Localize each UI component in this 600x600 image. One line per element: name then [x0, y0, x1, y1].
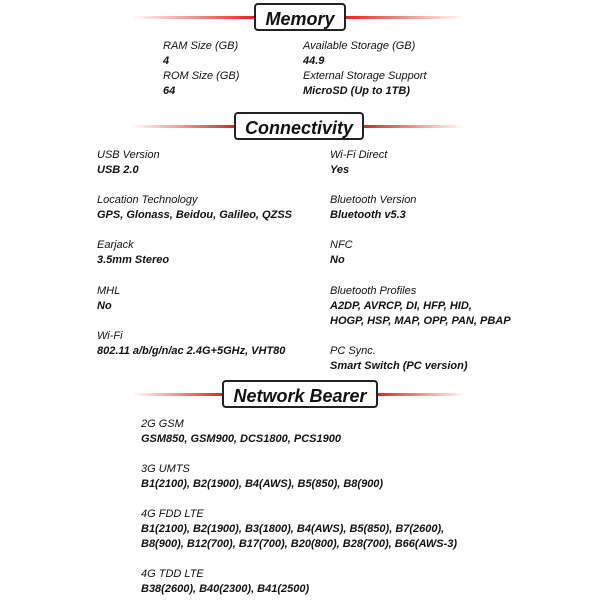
header-divider-left — [132, 125, 236, 128]
pc-sync-label: PC Sync. — [330, 345, 376, 357]
bluetooth-profiles-value-line1: A2DP, AVRCP, DI, HFP, HID, — [330, 300, 472, 312]
memory-heading: Memory — [254, 3, 346, 31]
tdd-lte-value: B38(2600), B40(2300), B41(2500) — [141, 583, 310, 595]
tdd-lte-label: 4G TDD LTE — [141, 568, 204, 580]
nfc-value: No — [330, 254, 345, 266]
ext-storage-label: External Storage Support — [303, 70, 427, 82]
header-divider-right — [362, 125, 464, 128]
earjack-label: Earjack — [97, 239, 134, 251]
network-heading: Network Bearer — [222, 380, 378, 408]
wifi-direct-label: Wi-Fi Direct — [330, 149, 388, 161]
wifi-label: Wi-Fi — [97, 330, 123, 342]
header-divider-left — [132, 393, 224, 396]
usb-version-value: USB 2.0 — [97, 164, 139, 176]
memory-section-header — [0, 3, 600, 33]
header-divider-left — [132, 16, 256, 19]
network-section-header — [0, 380, 600, 410]
wifi-direct-value: Yes — [330, 164, 350, 176]
usb-version-label: USB Version — [97, 149, 160, 161]
bluetooth-profiles-value-line2: HOGP, HSP, MAP, OPP, PAN, PBAP — [330, 315, 511, 327]
umts-value: B1(2100), B2(1900), B4(AWS), B5(850), B8(900) — [141, 478, 384, 490]
umts-label: 3G UMTS — [141, 463, 190, 475]
bluetooth-profiles-label: Bluetooth Profiles — [330, 285, 417, 297]
ram-label: RAM Size (GB) — [163, 40, 239, 52]
header-divider-right — [344, 16, 464, 19]
earjack-value: 3.5mm Stereo — [97, 254, 170, 266]
fdd-lte-label: 4G FDD LTE — [141, 508, 204, 520]
connectivity-section-header — [0, 112, 600, 142]
gsm-value: GSM850, GSM900, DCS1800, PCS1900 — [141, 433, 341, 445]
rom-value: 64 — [163, 85, 176, 97]
header-divider-right — [376, 393, 466, 396]
ext-storage-value: MicroSD (Up to 1TB) — [303, 85, 410, 97]
ram-value: 4 — [163, 55, 170, 67]
fdd-lte-value-line2: B8(900), B12(700), B17(700), B20(800), B28(700), B66(AWS-3) — [141, 538, 458, 550]
nfc-label: NFC — [330, 239, 353, 251]
storage-value: 44.9 — [303, 55, 325, 67]
bluetooth-version-label: Bluetooth Version — [330, 194, 417, 206]
fdd-lte-value-line1: B1(2100), B2(1900), B3(1800), B4(AWS), B5(850), B7(2600), — [141, 523, 445, 535]
wifi-value: 802.11 a/b/g/n/ac 2.4G+5GHz, VHT80 — [97, 345, 286, 357]
pc-sync-value: Smart Switch (PC version) — [330, 360, 468, 372]
bluetooth-version-value: Bluetooth v5.3 — [330, 209, 406, 221]
rom-label: ROM Size (GB) — [163, 70, 240, 82]
location-value: GPS, Glonass, Beidou, Galileo, QZSS — [97, 209, 292, 221]
mhl-value: No — [97, 300, 112, 312]
mhl-label: MHL — [97, 285, 121, 297]
location-label: Location Technology — [97, 194, 198, 206]
gsm-label: 2G GSM — [141, 418, 184, 430]
connectivity-heading: Connectivity — [234, 112, 364, 140]
storage-label: Available Storage (GB) — [303, 40, 416, 52]
